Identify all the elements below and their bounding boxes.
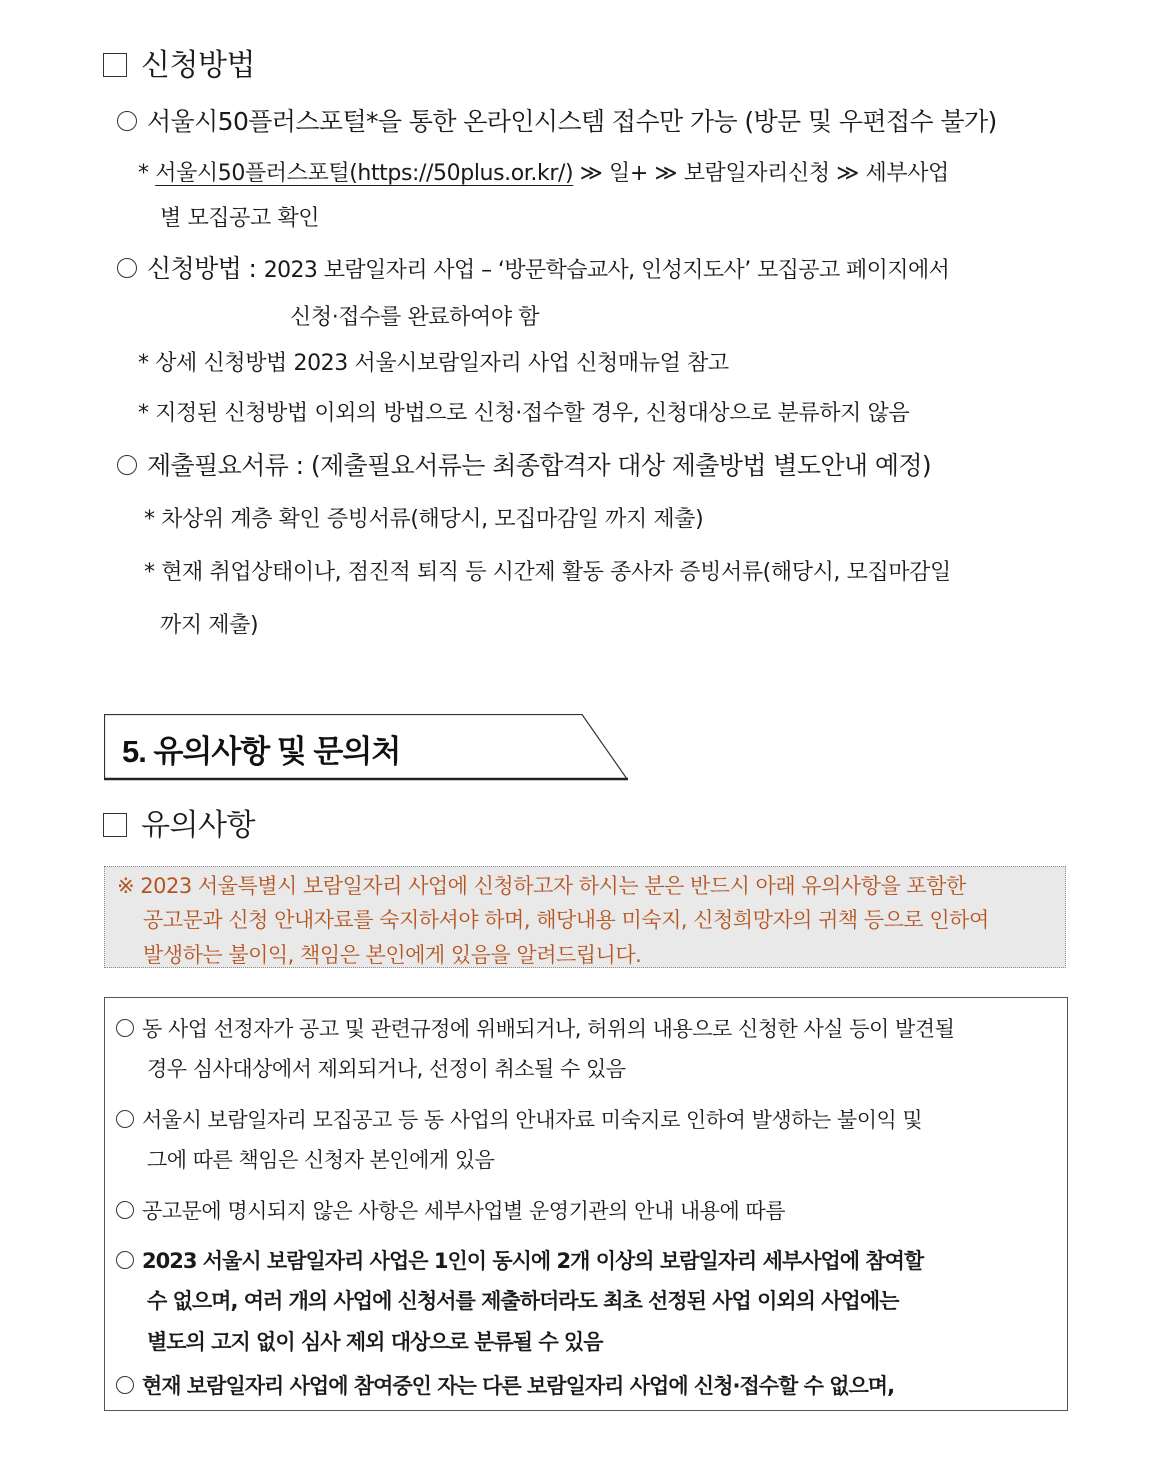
note-bullet	[116, 1370, 894, 1400]
circle-bullet-icon	[116, 1251, 134, 1269]
apply-note-portal-path	[138, 156, 949, 187]
apply-note-employment: * 현재 취업상태이나, 점진적 퇴직 등 시간제 활동 종사자 증빙서류(해당시, 모집마감일	[144, 560, 951, 585]
heading-text: 신청방법	[141, 48, 255, 83]
square-bullet-icon	[103, 53, 127, 77]
apply-item-documents	[117, 446, 931, 482]
portal-link[interactable]: 서울시50플러스포털(https://50plus.or.kr/)	[155, 161, 574, 186]
square-bullet-icon	[103, 813, 127, 837]
heading-text: 유의사항	[141, 808, 255, 843]
note-bullet-cont: 그에 따른 책임은 신청자 본인에게 있음	[147, 1148, 495, 1172]
apply-item-method	[117, 249, 949, 285]
note-bullet	[116, 1013, 954, 1043]
apply-note-other-methods: * 지정된 신청방법 이외의 방법으로 신청·접수할 경우, 신청대상으로 분류하지 않음	[138, 401, 910, 426]
portal-path-text: ≫ 일+ ≫ 보람일자리신청 ≫ 세부사업	[579, 161, 949, 186]
item-text: 2023 보람일자리 사업 – ‘방문학습교사, 인성지도사’ 모집공고 페이지에서	[263, 258, 950, 283]
section5-header	[104, 714, 628, 780]
notice-line: 발생하는 불이익, 책임은 본인에게 있음을 알려드립니다.	[143, 943, 642, 967]
bullet-text: 동 사업 선정자가 공고 및 관련규정에 위배되거나, 허위의 내용으로 신청한 사실 등이 발견될	[142, 1017, 955, 1041]
circle-bullet-icon	[117, 258, 137, 278]
bullet-text: 공고문에 명시되지 않은 사항은 세부사업별 운영기관의 안내 내용에 따름	[142, 1199, 785, 1223]
notice-box	[104, 866, 1066, 968]
bullet-text: 현재 보람일자리 사업에 참여중인 자는 다른 보람일자리 사업에 신청·접수할 수 없으며,	[142, 1374, 895, 1398]
note-bullet-cont: 별도의 고지 없이 심사 제외 대상으로 분류될 수 있음	[147, 1330, 603, 1354]
apply-note-portal-path-cont: 별 모집공고 확인	[160, 206, 320, 231]
circle-bullet-icon	[116, 1110, 134, 1128]
item-label: 신청방법 :	[147, 254, 257, 283]
item-text: (제출필요서류는 최종합격자 대상 제출방법 별도안내 예정)	[310, 451, 932, 480]
circle-bullet-icon	[117, 455, 137, 475]
item-text: 서울시50플러스포털*을 통한 온라인시스템 접수만 가능 (방문 및 우편접수 불가)	[147, 107, 997, 136]
note-bullet	[116, 1195, 785, 1225]
apply-note-manual: * 상세 신청방법 2023 서울시보람일자리 사업 신청매뉴얼 참고	[138, 351, 729, 376]
section-heading-notes	[103, 800, 255, 844]
section-heading-apply-method	[103, 40, 255, 84]
section5-title: 5. 유의사항 및 문의처	[122, 734, 401, 769]
circle-bullet-icon	[116, 1376, 134, 1394]
circle-bullet-icon	[116, 1019, 134, 1037]
apply-note-low-income: * 차상위 계층 확인 증빙서류(해당시, 모집마감일 까지 제출)	[144, 507, 704, 532]
note-bullet-cont: 경우 심사대상에서 제외되거나, 선정이 취소될 수 있음	[147, 1057, 626, 1081]
circle-bullet-icon	[117, 111, 137, 131]
apply-note-employment-cont: 까지 제출)	[160, 613, 259, 638]
apply-item-online-only	[117, 102, 997, 138]
notice-line: 공고문과 신청 안내자료를 숙지하셔야 하며, 해당내용 미숙지, 신청희망자의 귀책 등으로 인하여	[143, 908, 989, 932]
note-bullet	[116, 1245, 923, 1275]
notice-line: ※ 2023 서울특별시 보람일자리 사업에 신청하고자 하시는 분은 반드시 아래 유의사항을 포함한	[117, 874, 966, 898]
note-bullet-cont: 수 없으며, 여러 개의 사업에 신청서를 제출하더라도 최초 선정된 사업 이외의 사업에는	[147, 1289, 899, 1313]
bullet-text: 2023 서울시 보람일자리 사업은 1인이 동시에 2개 이상의 보람일자리 세부사업에 참여할	[142, 1249, 924, 1273]
bullet-text: 서울시 보람일자리 모집공고 등 동 사업의 안내자료 미숙지로 인하여 발생하는 불이익 및	[142, 1108, 923, 1132]
asterisk-icon: *	[138, 161, 156, 186]
circle-bullet-icon	[116, 1201, 134, 1219]
note-bullet	[116, 1104, 922, 1134]
item-label: 제출필요서류 :	[147, 451, 304, 480]
notes-bullet-box	[104, 997, 1068, 1411]
apply-item-method-cont: 신청·접수를 완료하여야 함	[290, 305, 540, 330]
